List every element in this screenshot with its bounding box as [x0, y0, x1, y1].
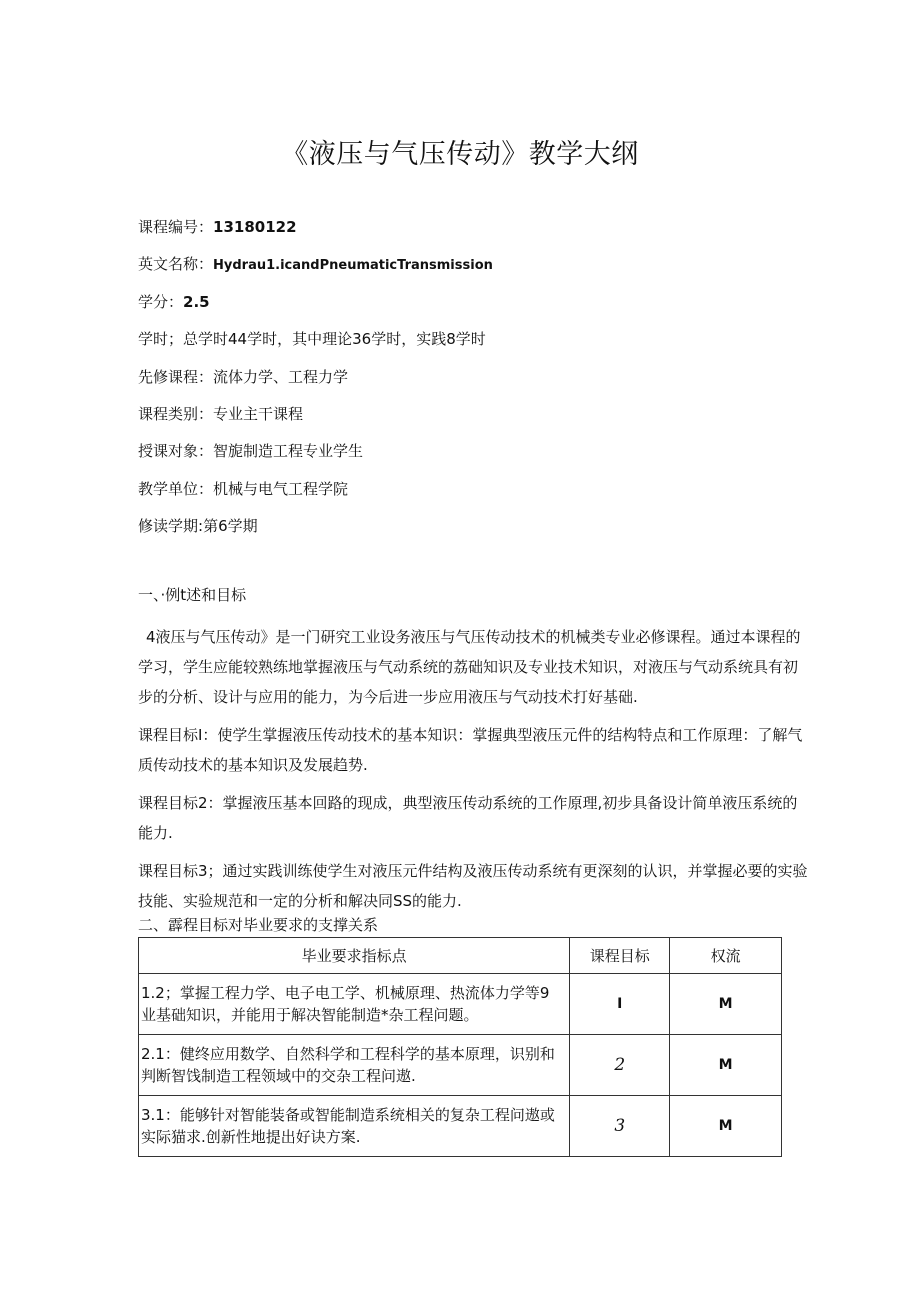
info-value: 第6学期 [203, 517, 258, 536]
info-value: 专业主干课程 [213, 404, 304, 423]
info-value: 智旎制造工程专业学生 [213, 442, 364, 461]
goal-cell: 3 [570, 1096, 670, 1157]
info-label: 英文名称： [138, 255, 214, 274]
document-title: 《液压与气压传动》教学大纲 [281, 139, 639, 170]
support-table-wrap [138, 937, 782, 1157]
header-weight: 权流 [670, 938, 782, 974]
info-label: 授课对象： [138, 442, 214, 461]
requirement-cell: 3.1：能够针对智能装备或智能制造系统相关的复杂工程问遨或实际猫求.创新性地提出好诀方案. [139, 1096, 570, 1157]
course-info [138, 215, 798, 552]
header-goal: 课程目标 [570, 938, 670, 974]
table-row [139, 974, 782, 1035]
info-value: 机械与电气工程学院 [213, 479, 349, 498]
info-label: 教学单位： [138, 479, 214, 498]
info-value: 13180122 [213, 218, 297, 236]
info-credits [138, 290, 798, 327]
paragraph: 4液压与气压传动》是一门研究工业设务液压与气压传动技术的机械类专业必修课程。通过本课程的学习，学生应能较熟练地掌握液压与气动系统的荔础知识及专业技术知识，对液压与气动系统具有初步的分析、设计与应用的能力，为今后进一步应用液压与气动技术打好基础. [138, 628, 801, 706]
info-label: 先修课程： [138, 367, 214, 386]
info-english-name [138, 252, 798, 289]
header-requirement: 毕业要求指标点 [139, 938, 570, 974]
table-row [139, 1096, 782, 1157]
info-label: 课程类别： [138, 404, 214, 423]
table-row [139, 1035, 782, 1096]
info-value: Hydrau1.icandPneumaticTransmission [213, 258, 493, 274]
paragraph: 课程目标3；通过实践训练使学生对液压元件结构及液压传动系统有更深刻的认识，并掌握必要的实验技能、实验规范和一定的分析和解决同SS的能力. [138, 862, 808, 910]
table-header-row [139, 938, 782, 974]
info-prerequisites [138, 365, 798, 402]
info-audience [138, 439, 798, 476]
paragraph: 课程目标I：使学生掌握液压传动技术的基本知识：掌握典型液压元件的结构特点和工作原理：了解气质传动技术的基本知识及发展趋势. [138, 726, 803, 774]
info-unit [138, 477, 798, 514]
support-table [138, 937, 782, 1157]
goal-cell: I [570, 974, 670, 1035]
info-value: 2.5 [183, 292, 210, 311]
section1-heading: 一、·例t述和目标 [138, 586, 247, 604]
weight-cell: M [670, 1096, 782, 1157]
requirement-cell: 1.2；掌握工程力学、电子电工学、机械原理、热流体力学等9业基础知识，并能用于解决智能制造*杂工程问题。 [139, 974, 570, 1035]
weight-cell: M [670, 974, 782, 1035]
info-label: 修读学期: [138, 517, 204, 536]
info-category [138, 402, 798, 439]
paragraph: 课程目标2：掌握液压基本回路的现成，典型液压传动系统的工作原理,初步具备设计简单液压系统的能力. [138, 794, 798, 842]
info-hours [138, 327, 798, 364]
section1-body [138, 622, 812, 924]
info-label: 学分： [138, 292, 184, 311]
info-label: 学时； [138, 330, 184, 349]
info-value: 流体力学、工程力学 [213, 367, 349, 386]
requirement-cell: 2.1：健终应用数学、自然科学和工程科学的基本原理，识别和判断智饯制造工程领域中的交杂工程问遨. [139, 1035, 570, 1096]
info-course-code [138, 215, 798, 252]
section2-heading: 二、霹程目标对毕业要求的支撑关系 [138, 916, 379, 934]
info-value: 总学时44学时，其中理论36学时，实践8学时 [183, 330, 486, 349]
info-label: 课程编号： [138, 218, 214, 236]
goal-cell: 2 [570, 1035, 670, 1096]
info-semester [138, 514, 798, 551]
weight-cell: M [670, 1035, 782, 1096]
